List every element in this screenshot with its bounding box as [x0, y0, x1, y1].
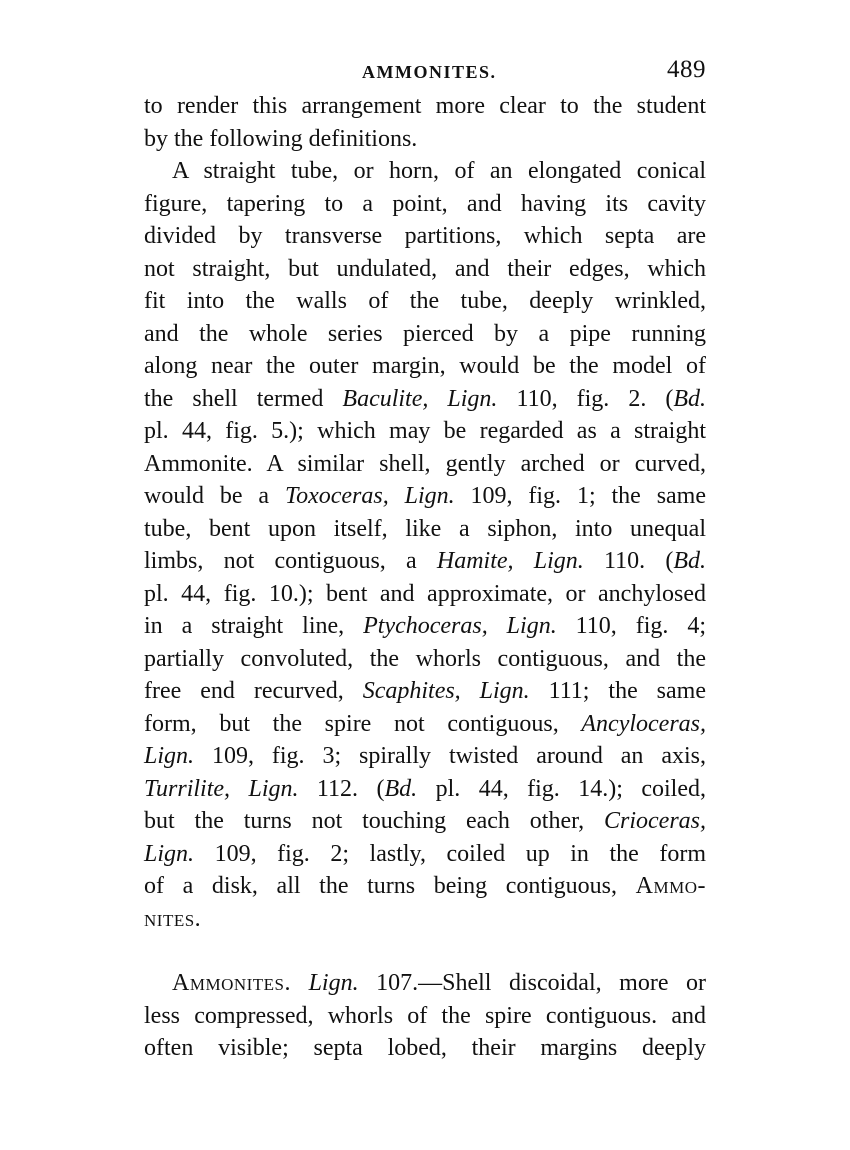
reference-bd: Bd.	[673, 385, 707, 412]
text-line: nites.	[144, 905, 202, 932]
text-run: 110. (	[583, 548, 674, 574]
text-line	[144, 545, 706, 578]
text-run: 109, fig. 2; lastly, coiled up in the form	[194, 840, 706, 867]
text-run: of a disk, all the turns being contiguous,	[144, 873, 636, 899]
text-run: form, but the spire not contiguous,	[144, 710, 582, 737]
reference-bd: Bd.	[673, 548, 706, 574]
text-line	[144, 740, 706, 773]
text-run: 111; the same	[529, 678, 706, 704]
genus-name-ptychoceras: Ptychoceras, Lign.	[363, 613, 557, 639]
paragraph-continued	[144, 90, 706, 155]
genus-name-scaphites: Scaphites, Lign.	[362, 678, 530, 704]
text-line: often visible; septa lobed, their margins deeply	[144, 1035, 706, 1061]
paragraph-definitions	[144, 155, 706, 935]
text-line: not straight, but undulated, and their edges, which	[144, 255, 706, 282]
text-line	[144, 708, 706, 741]
reference-lign: Lign.	[308, 970, 359, 996]
text-run: but the turns not touching each other,	[144, 808, 604, 834]
text-line	[144, 838, 706, 871]
text-run: limbs, not contiguous, a	[144, 548, 437, 574]
genus-name-ammonites: Ammo-	[635, 873, 706, 899]
paragraph-ammonites-definition	[144, 967, 706, 1065]
genus-name-turrilite: Turrilite, Lign.	[144, 775, 299, 802]
text-line: Ammonite. A similar shell, gently arched or curved,	[144, 450, 706, 477]
text-line	[144, 610, 706, 643]
text-line: along near the outer margin, would be the model of	[144, 353, 706, 379]
running-head	[144, 50, 706, 90]
text-line: less compressed, whorls of the spire contiguous. and	[144, 1002, 706, 1029]
reference-lign: Lign.	[144, 840, 195, 867]
text-line: pl. 44, fig. 5.); which may be regarded as a straight	[144, 418, 706, 444]
text-run: in a straight line,	[144, 613, 364, 639]
text-line: divided by transverse partitions, which septa are	[144, 223, 706, 249]
text-line	[144, 773, 706, 806]
text-run: the shell termed	[144, 385, 343, 412]
text-run: 110, fig. 4;	[556, 613, 706, 639]
text-run: free end recurved,	[144, 678, 363, 704]
genus-name-ancyloceras: Ancyloceras,	[581, 710, 706, 737]
text-line: to render this arrangement more clear to the student	[144, 93, 706, 119]
text-run: 109, fig. 1; the same	[454, 483, 707, 509]
text-line: tube, bent upon itself, like a siphon, into unequal	[144, 515, 706, 542]
genus-name-baculite: Baculite, Lign.	[342, 385, 498, 412]
text-run	[291, 970, 309, 996]
text-line	[144, 480, 706, 513]
page-number: 489	[667, 56, 706, 83]
text-run: 107.—Shell discoidal, more or	[358, 970, 707, 996]
reference-bd: Bd.	[384, 775, 418, 802]
text-line: partially convoluted, the whorls contiguous, and the	[144, 645, 706, 672]
section-lead-ammonites: Ammonites.	[172, 970, 292, 996]
book-page	[144, 50, 706, 1065]
text-run: would be a	[144, 483, 285, 509]
text-line: pl. 44, fig. 10.); bent and approximate, or anchylosed	[144, 580, 706, 607]
text-line	[144, 805, 706, 838]
genus-name-crioceras: Crioceras,	[604, 808, 706, 834]
text-line	[144, 967, 706, 1000]
text-line: figure, tapering to a point, and having its cavity	[144, 190, 706, 217]
genus-name-hamite: Hamite, Lign.	[436, 548, 584, 574]
text-line: and the whole series pierced by a pipe running	[144, 320, 706, 347]
genus-name-toxoceras: Toxoceras, Lign.	[284, 483, 455, 509]
text-line: A straight tube, or horn, of an elongated conical	[172, 158, 706, 184]
text-line: fit into the walls of the tube, deeply wrinkled,	[144, 288, 706, 314]
text-run: pl. 44, fig. 14.); coiled,	[417, 775, 706, 802]
text-run: 110, fig. 2. (	[497, 385, 674, 412]
reference-lign: Lign.	[144, 743, 195, 769]
text-run: 112. (	[298, 775, 385, 802]
text-line	[144, 870, 706, 903]
text-line	[144, 675, 706, 708]
running-title: AMMONITES.	[362, 62, 497, 82]
text-line	[144, 383, 706, 416]
text-run: 109, fig. 3; spirally twisted around an axis,	[194, 743, 706, 769]
paragraph-spacer	[144, 935, 706, 967]
text-line: by the following definitions.	[144, 125, 418, 152]
